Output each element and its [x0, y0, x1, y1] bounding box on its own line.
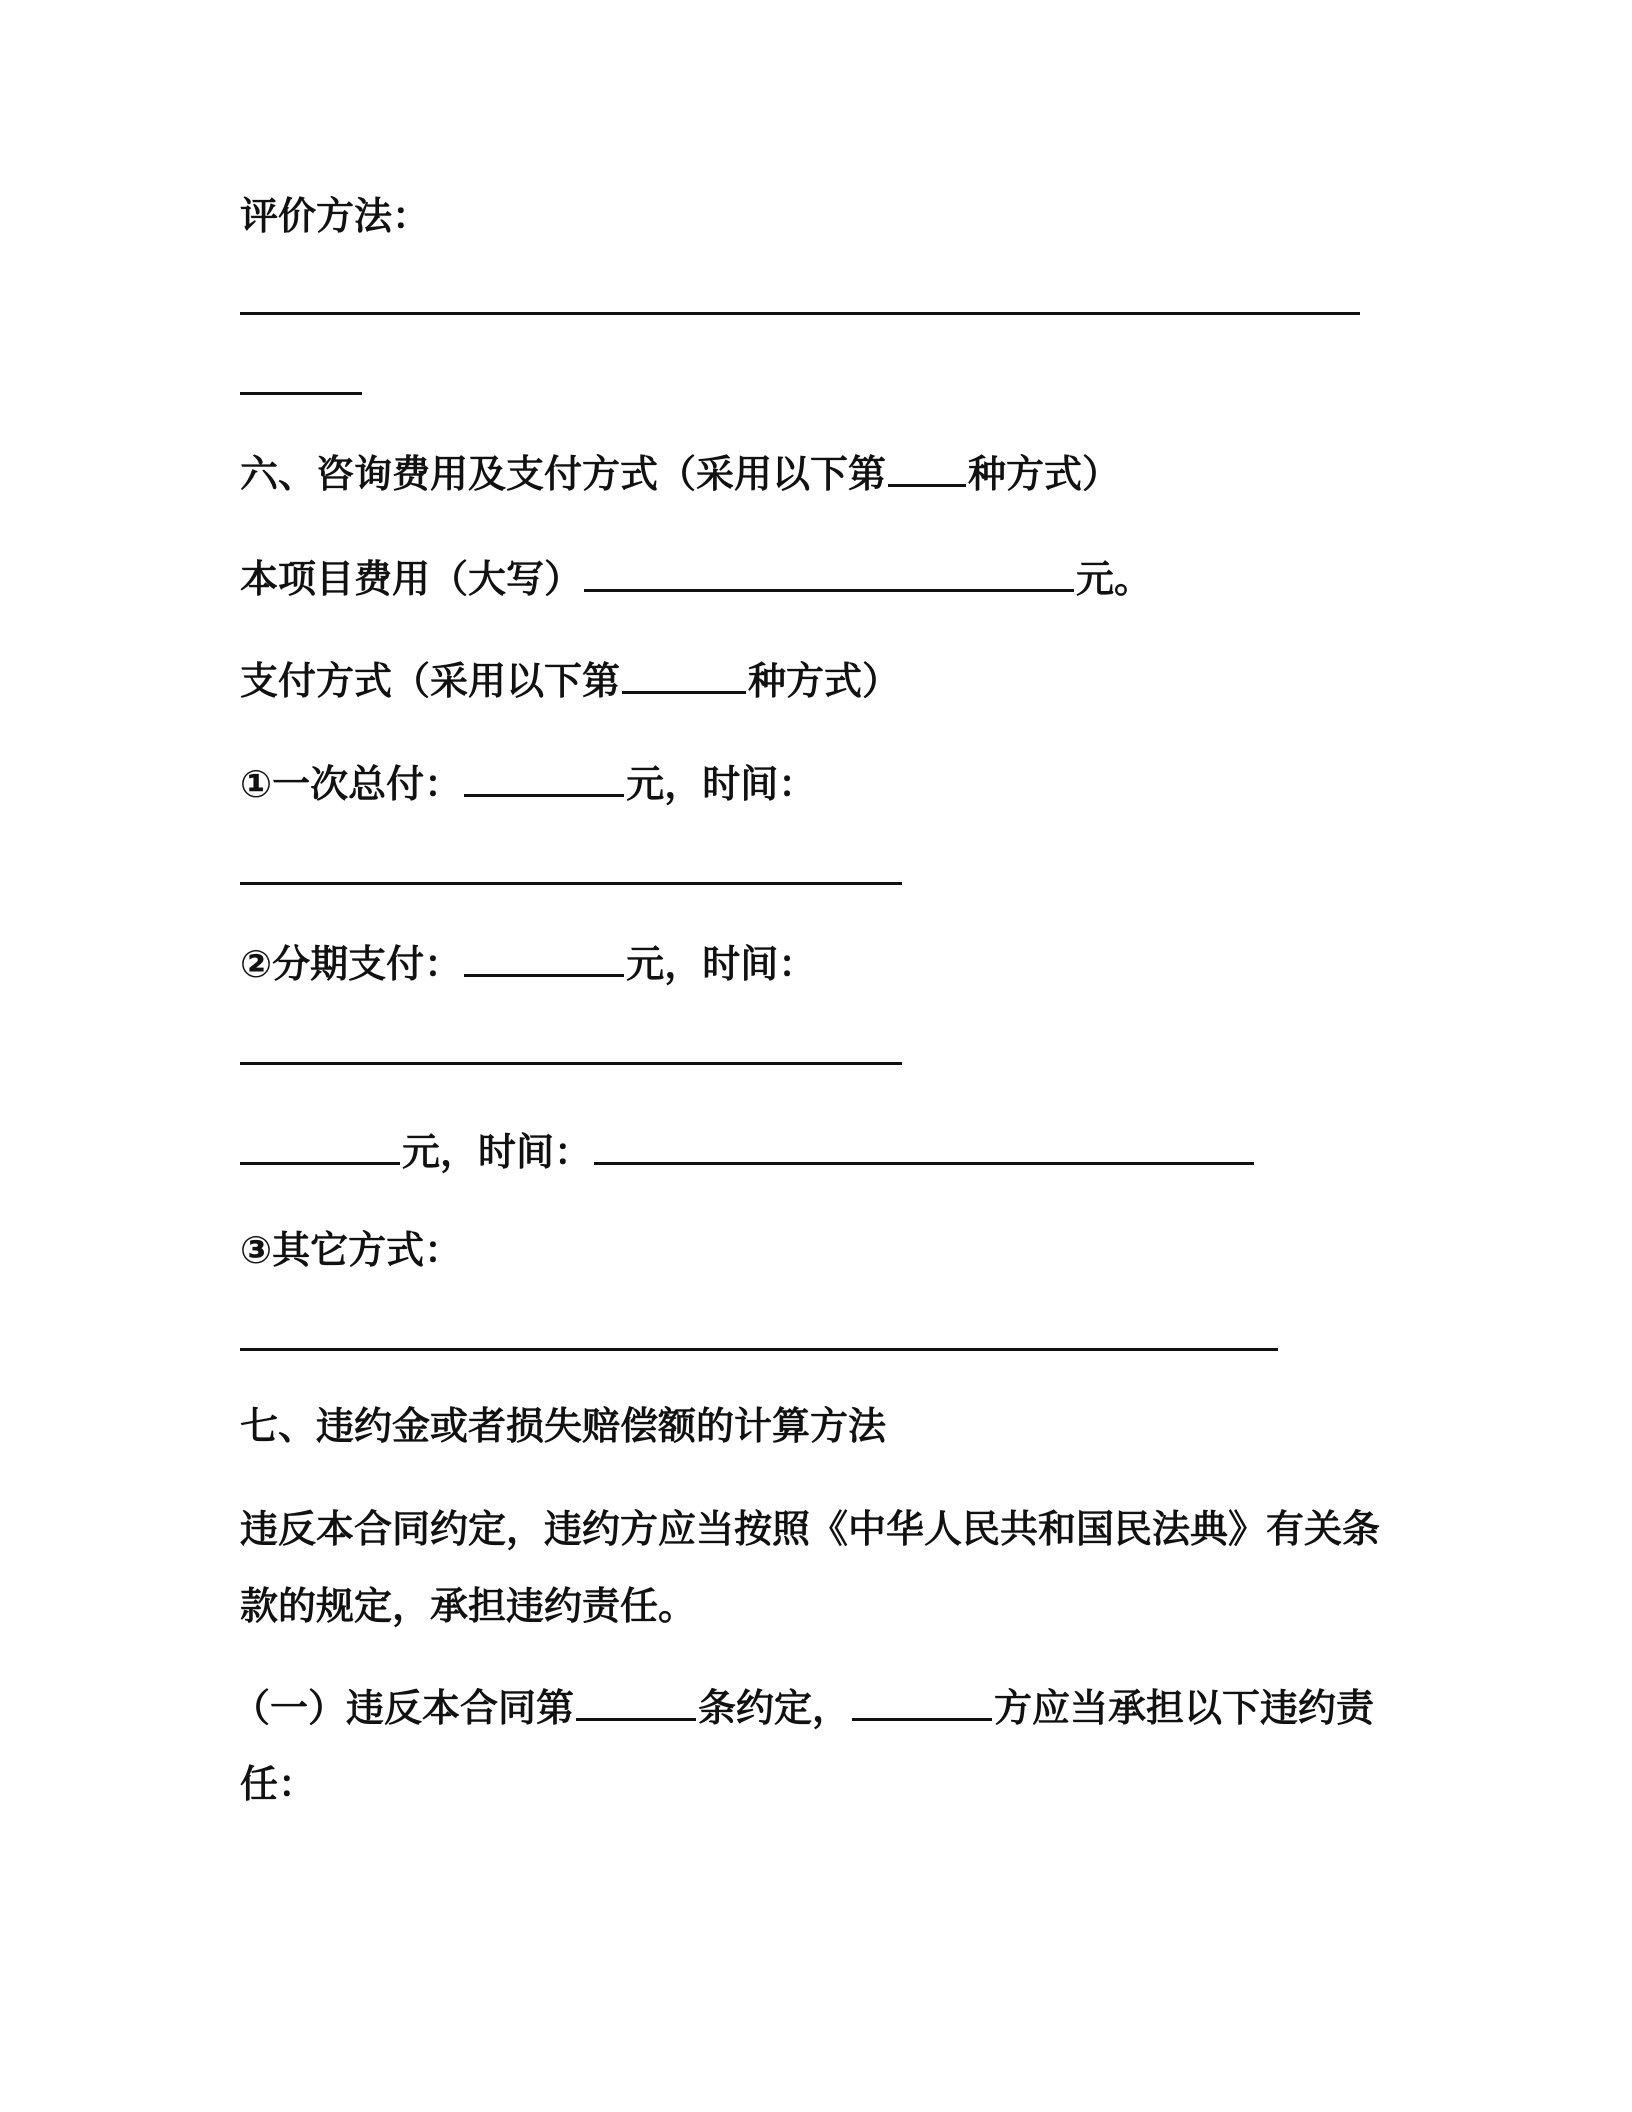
clause1-line-2: 任： — [240, 1762, 317, 1806]
clause1-party-blank[interactable] — [852, 1684, 992, 1721]
installment-time-blank[interactable] — [594, 1128, 1254, 1165]
installment-line: 元，时间： — [240, 1128, 1256, 1176]
section7-title: 七、违约金或者损失赔偿额的计算方法 — [240, 1404, 887, 1448]
option1-amount-blank[interactable] — [464, 760, 624, 797]
option1-time-blank[interactable] — [240, 882, 902, 885]
option2-amount-blank[interactable] — [464, 940, 624, 977]
option1-line: ①一次总付： 元，时间： — [240, 762, 817, 806]
breach-text-line-2: 款的规定，承担违约责任。 — [240, 1584, 697, 1628]
clause1-article-blank[interactable] — [576, 1684, 696, 1721]
option2-time-blank[interactable] — [240, 1062, 902, 1065]
payment-method-blank[interactable] — [622, 657, 746, 694]
project-fee-line: 本项目费用（大写） 元。 — [240, 557, 1153, 601]
evaluation-method-label: 评价方法： — [240, 194, 431, 238]
evaluation-method-blank-line-2[interactable] — [240, 392, 362, 395]
option3-label: ③其它方式： — [240, 1228, 463, 1272]
project-fee-blank[interactable] — [584, 555, 1074, 592]
evaluation-method-blank-line-1[interactable] — [240, 312, 1360, 315]
installment-amount-blank[interactable] — [240, 1128, 400, 1165]
section6-title: 六、咨询费用及支付方式（采用以下第 种方式） — [240, 452, 1121, 496]
clause1-line-1: （一）违反本合同第 条约定， 方应当承担以下违约责 — [232, 1686, 1375, 1730]
option2-line: ②分期支付： 元，时间： — [240, 942, 817, 986]
payment-method-line: 支付方式（采用以下第 种方式） — [240, 659, 901, 703]
breach-text-line-1: 违反本合同约定，违约方应当按照《中华人民共和国民法典》有关条 — [240, 1507, 1381, 1551]
option3-blank[interactable] — [240, 1348, 1278, 1351]
section6-option-blank[interactable] — [888, 450, 966, 487]
